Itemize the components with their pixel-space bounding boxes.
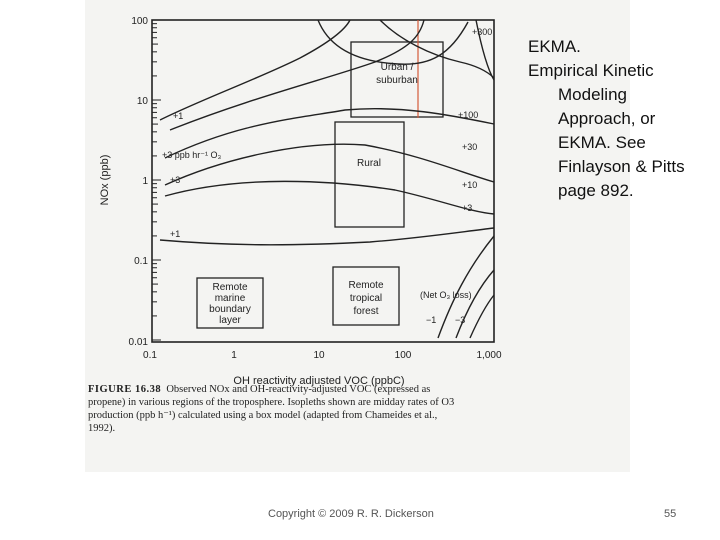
isopleth-label: +100 bbox=[458, 110, 479, 120]
isopleth-label: +10 bbox=[462, 180, 478, 190]
isopleth-label: +1 bbox=[173, 111, 184, 121]
y-tick: 10 bbox=[136, 96, 148, 107]
isopleth-label: +3 bbox=[170, 175, 181, 185]
side-text-line: page 892. bbox=[558, 181, 634, 200]
suburban-label: suburban bbox=[376, 75, 418, 86]
x-tick: 100 bbox=[394, 350, 412, 361]
y-axis-label: NOx (ppb) bbox=[99, 154, 111, 206]
rural-label: Rural bbox=[357, 158, 381, 169]
caption-line: production (ppb h⁻¹) calculated using a box model (adapted from Chameides et al., bbox=[88, 410, 438, 421]
side-text-line: Approach, or bbox=[558, 109, 656, 128]
side-text-line: EKMA. See bbox=[558, 133, 646, 152]
x-tick: 1,000 bbox=[476, 350, 502, 361]
slide-text bbox=[528, 35, 718, 203]
isopleth-label: −3 bbox=[455, 315, 466, 325]
x-axis-label: OH reactivity adjusted VOC (ppbC) bbox=[233, 375, 405, 387]
x-tick: 1 bbox=[231, 350, 237, 361]
x-tick: 0.1 bbox=[143, 350, 157, 361]
remote-marine-label: marine bbox=[214, 293, 246, 304]
remote-marine-label: boundary bbox=[209, 304, 251, 315]
urban-label: Urban / bbox=[380, 62, 414, 73]
isopleth-loss-3 bbox=[470, 295, 494, 338]
isopleth-label: −1 bbox=[426, 315, 437, 325]
y-tick: 0.01 bbox=[128, 337, 148, 348]
remote-marine-label: Remote bbox=[212, 282, 248, 293]
isopleth-label: +30 bbox=[462, 142, 478, 152]
remote-tropical-label: forest bbox=[353, 306, 379, 317]
y-axis-ticks bbox=[152, 20, 161, 340]
isopleth-label: +3 bbox=[462, 203, 473, 213]
isopleth-label: +3 ppb hr⁻¹ O₃ bbox=[162, 150, 222, 160]
remote-marine-label: layer bbox=[219, 315, 241, 326]
caption-line: propene) in various regions of the troposphere. Isopleths shown are midday rates of O3 bbox=[88, 397, 455, 408]
caption-line: 1992). bbox=[88, 423, 116, 434]
remote-tropical-label: Remote bbox=[348, 280, 384, 291]
side-text-line: Empirical Kinetic bbox=[528, 61, 654, 80]
side-text-line: EKMA. bbox=[528, 37, 581, 56]
region-rural-box bbox=[335, 122, 404, 227]
isopleth-p1-low bbox=[160, 228, 494, 245]
y-tick: 0.1 bbox=[134, 256, 148, 267]
x-tick: 10 bbox=[313, 350, 325, 361]
caption-line: Observed NOx and OH-reactivity-adjusted VOC (expressed as bbox=[166, 384, 431, 395]
isopleth-p100 bbox=[170, 20, 494, 130]
isopleth-label: +300 bbox=[472, 27, 493, 37]
isopleth-loss-1 bbox=[438, 236, 494, 338]
copyright-footer: Copyright © 2009 R. R. Dickerson bbox=[268, 508, 434, 520]
side-text-line: Modeling bbox=[558, 85, 627, 104]
y-tick: 1 bbox=[142, 176, 148, 187]
side-text-line: Finlayson & Pitts bbox=[558, 157, 685, 176]
caption-label: FIGURE 16.38 bbox=[88, 384, 162, 395]
page-number: 55 bbox=[664, 508, 677, 520]
isopleth-p3 bbox=[165, 181, 494, 214]
isopleth-label: +1 bbox=[170, 229, 181, 239]
isopleth-label: (Net O₃ loss) bbox=[420, 290, 472, 300]
remote-tropical-label: tropical bbox=[349, 293, 383, 304]
figure-caption bbox=[88, 383, 508, 435]
y-tick: 100 bbox=[131, 16, 148, 27]
isopleth-p1-top bbox=[160, 20, 350, 120]
